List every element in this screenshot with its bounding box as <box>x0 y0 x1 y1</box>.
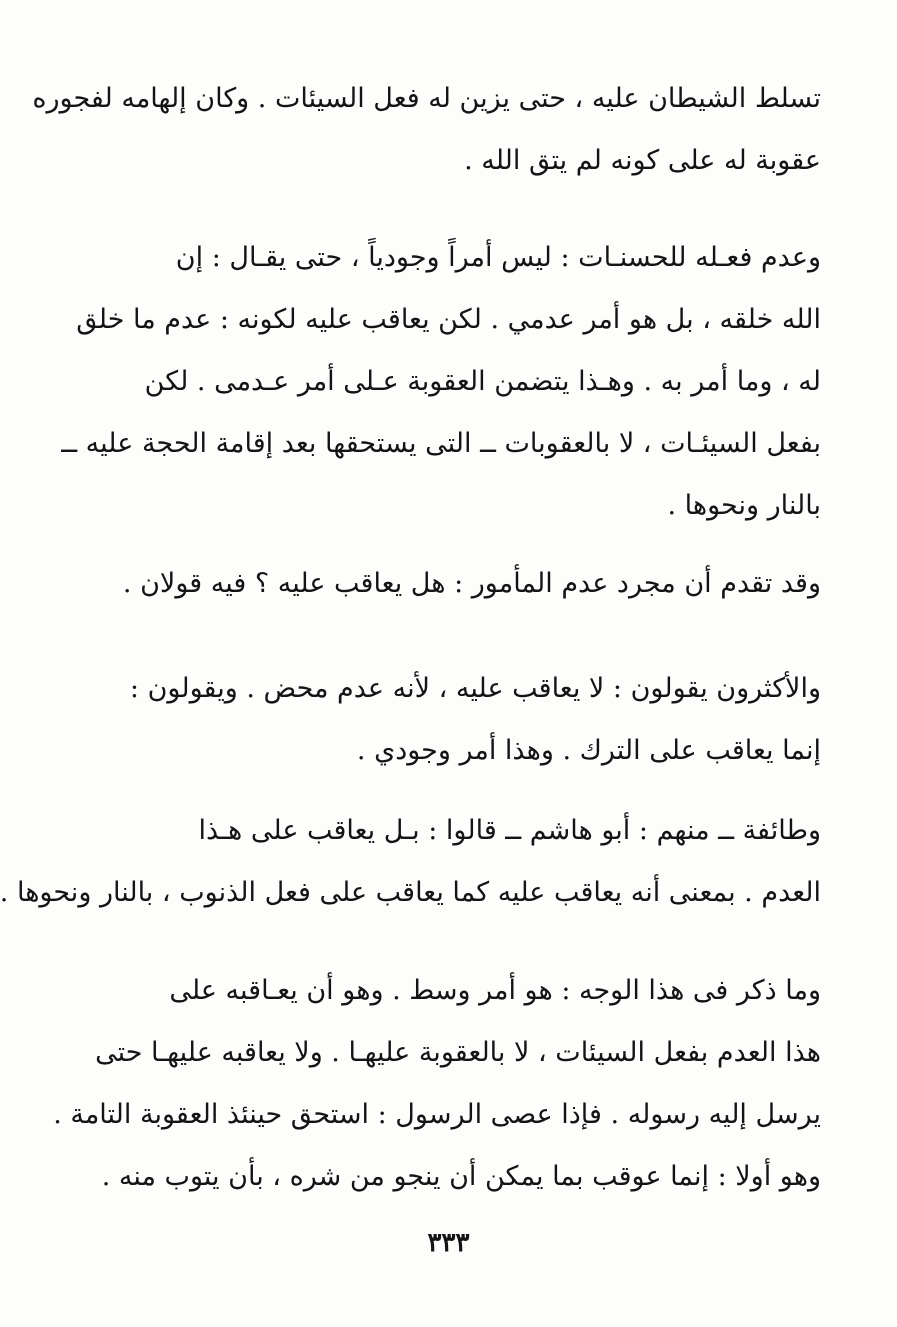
paragraph-3 <box>96 553 821 615</box>
text-line: العدم . بمعنى أنه يعاقب عليه كما يعاقب على فعل الذنوب ، بالنار ونحوها . <box>0 877 821 908</box>
paragraph-2 <box>61 227 821 537</box>
paragraph-5 <box>0 800 821 924</box>
paragraph-6 <box>53 960 821 1208</box>
text-line: هذا العدم بفعل السيئات ، لا بالعقوبة عليهـا . ولا يعاقبه عليهـا حتى <box>95 1037 821 1068</box>
text-line: وقد تقدم أن مجرد عدم المأمور : هل يعاقب عليه ؟ فيه قولان . <box>122 568 821 599</box>
text-line: إنما يعاقب على الترك . وهذا أمر وجودي . <box>356 735 821 766</box>
text-line: يرسل إليه رسوله . فإذا عصى الرسول : استحق حينئذ العقوبة التامة . <box>53 1099 821 1130</box>
text-line: وطائفة ــ منهم : أبو هاشم ــ قالوا : بـل يعاقب على هـذا <box>198 815 821 846</box>
text-line: عقوبة له على كونه لم يتق الله . <box>464 145 821 176</box>
text-line: له ، وما أمر به . وهـذا يتضمن العقوبة عـلى أمر عـدمى . لكن <box>144 366 821 397</box>
text-line: وهو أولا : إنما عوقب بما يمكن أن ينجو من شره ، بأن يتوب منه . <box>101 1161 821 1192</box>
page-number: ٣٣٣ <box>427 1228 470 1258</box>
paragraph-4 <box>96 658 821 782</box>
text-line: الله خلقه ، بل هو أمر عدمي . لكن يعاقب عليه لكونه : عدم ما خلق <box>76 304 821 335</box>
text-line: والأكثرون يقولون : لا يعاقب عليه ، لأنه عدم محض . ويقولون : <box>129 673 821 704</box>
text-line: وعدم فعـله للحسنـات : ليس أمراً وجودياً ، حتى يقـال : إن <box>175 242 821 273</box>
text-line: بالنار ونحوها . <box>667 490 821 521</box>
text-line: تسلط الشيطان عليه ، حتى يزين له فعل السيئات . وكان إلهامه لفجوره <box>32 83 821 114</box>
paragraph-1 <box>32 68 821 192</box>
text-line: وما ذكر فى هذا الوجه : هو أمر وسط . وهو أن يعـاقبه على <box>169 975 821 1006</box>
text-line: بفعل السيئـات ، لا بالعقوبات ــ التى يستحقها بعد إقامة الحجة عليه ــ <box>61 428 821 459</box>
